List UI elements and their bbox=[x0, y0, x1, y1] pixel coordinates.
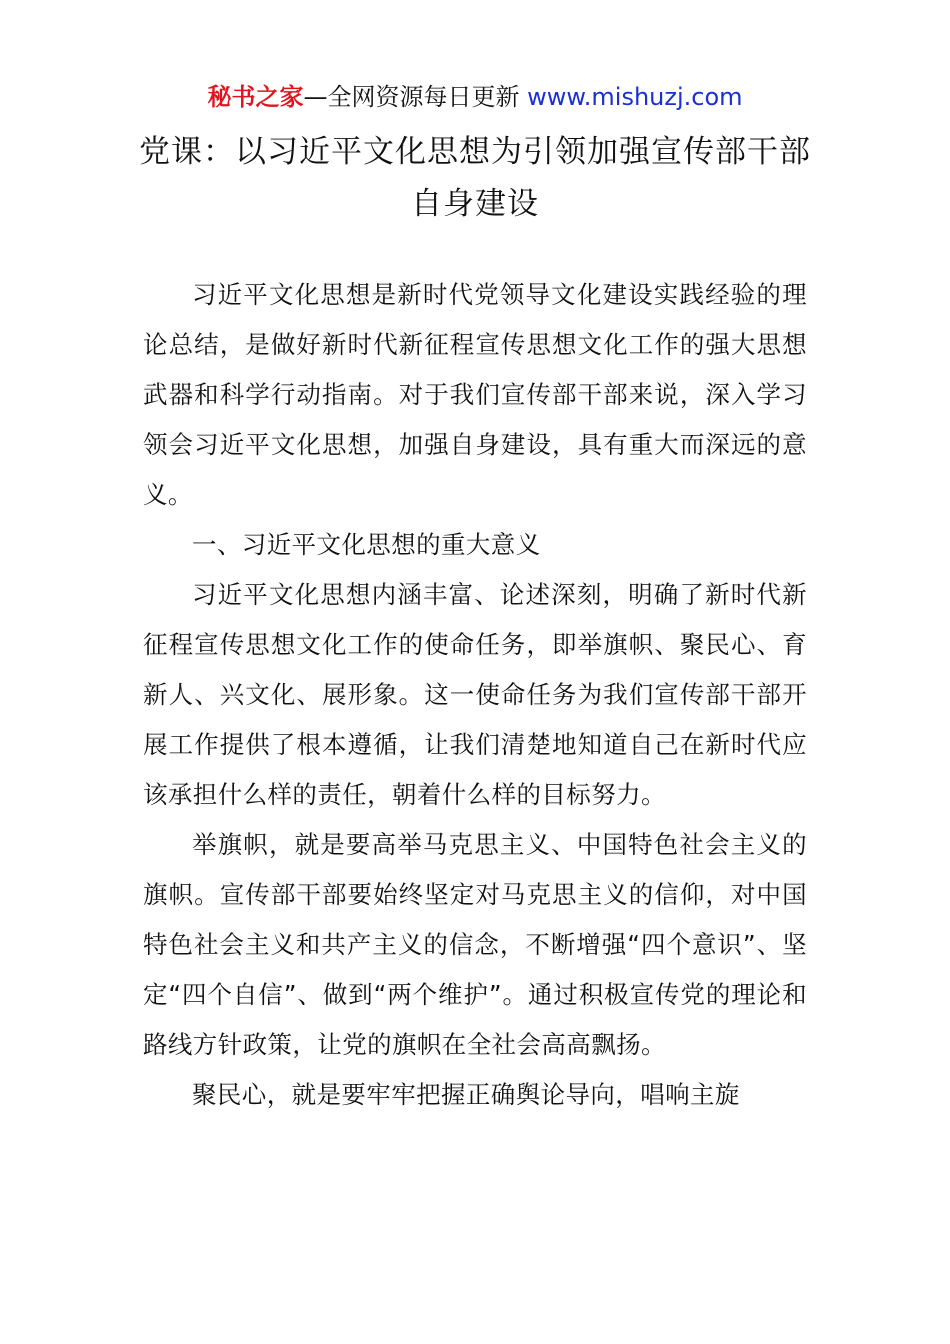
paragraph-banner: 举旗帜，就是要高举马克思主义、中国特色社会主义的旗帜。宣传部干部要始终坚定对马克思主义的信仰，对中国特色社会主义和共产主义的信念，不断增强“四个意识”、坚定“四个自信”、做到“两个维护”。通过积极宣传党的理论和路线方针政策，让党的旗帜在全社会高高飘扬。 bbox=[143, 830, 807, 1059]
document-title: 党课：以习近平文化思想为引领加强宣传部干部自身建设 bbox=[139, 134, 811, 222]
paragraph-intro: 习近平文化思想是新时代党领导文化建设实践经验的理论总结，是做好新时代新征程宣传思想文化工作的强大思想武器和科学行动指南。对于我们宣传部干部来说，深入学习领会习近平文化思想，加强自身建设，具有重大而深远的意义。 bbox=[143, 280, 807, 509]
site-tagline: —全网资源每日更新 bbox=[303, 83, 528, 111]
paragraph-unite-people: 聚民心，就是要牢牢把握正确舆论导向，唱响主旋 bbox=[192, 1080, 740, 1109]
section-heading: 一、习近平文化思想的重大意义 bbox=[192, 530, 541, 559]
paragraph-mission: 习近平文化思想内涵丰富、论述深刻，明确了新时代新征程宣传思想文化工作的使命任务，即举旗帜、聚民心、育新人、兴文化、展形象。这一使命任务为我们宣传部干部开展工作提供了根本遵循，让我们清楚地知道自己在新时代应该承担什么样的责任，朝着什么样的目标努力。 bbox=[143, 580, 807, 809]
site-url-link[interactable]: www.mishuzj.com bbox=[527, 83, 743, 111]
site-header bbox=[0, 80, 950, 114]
site-brand: 秘书之家 bbox=[207, 83, 304, 111]
document-body bbox=[143, 270, 807, 1120]
